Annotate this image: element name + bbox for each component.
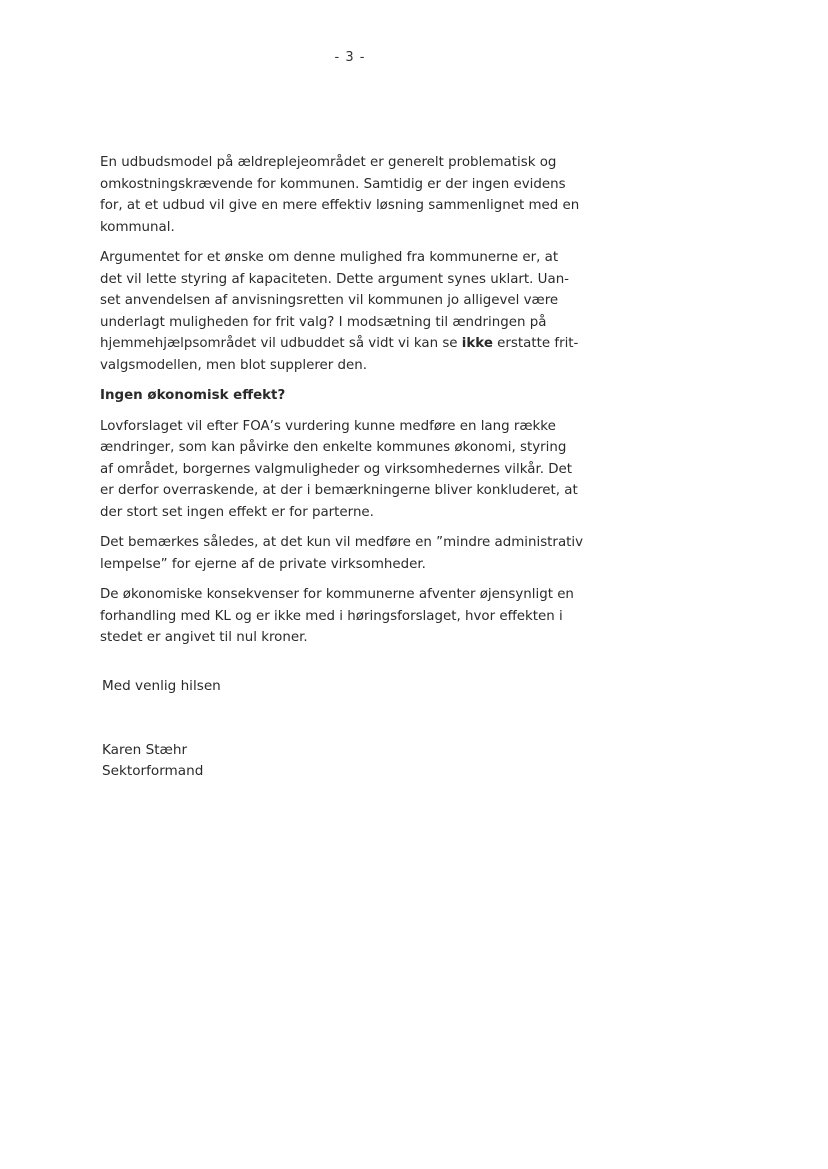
signer-name: Karen Stæhr <box>102 742 188 758</box>
paragraph-udbudsmodel <box>100 152 620 238</box>
text-fragment: hjemmehjælpsområdet vil udbuddet så vidt vi kan se <box>100 336 462 351</box>
letter-body <box>100 152 620 658</box>
signature-block <box>102 740 203 782</box>
paragraph-bemaerkes <box>100 532 620 575</box>
text-line: der stort set ingen effekt er for parterne. <box>100 504 374 520</box>
text-line: underlagt muligheden for frit valg? I modsætning til ændringen på <box>100 314 547 330</box>
text-line: omkostningskrævende for kommunen. Samtidig er der ingen evidens <box>100 176 566 192</box>
text-line: Lovforslaget vil efter FOA’s vurdering kunne medføre en lang række <box>100 418 556 434</box>
paragraph-konsekvenser <box>100 584 620 649</box>
text-line: Argumentet for et ønske om denne mulighed fra kommunerne er, at <box>100 250 559 265</box>
emphasized-word: ikke <box>461 336 493 351</box>
text-line: forhandling med KL og er ikke med i høringsforslaget, hvor effekten i <box>100 608 563 624</box>
text-line: valgsmodellen, men blot supplerer den. <box>100 357 368 373</box>
section-heading: Ingen økonomisk effekt? <box>100 388 286 403</box>
text-line-emphasis <box>100 333 620 355</box>
text-line: En udbudsmodel på ældreplejeområdet er generelt problematisk og <box>100 155 557 170</box>
text-line: stedet er angivet til nul kroner. <box>100 630 308 645</box>
page-number: - 3 - <box>334 50 366 65</box>
text-line: kommunal. <box>100 219 175 235</box>
signer-title: Sektorformand <box>102 763 204 779</box>
text-line: set anvendelsen af anvisningsretten vil kommunen jo alligevel være <box>100 293 559 308</box>
text-fragment: erstatte frit- <box>492 336 579 351</box>
text-line: af området, borgernes valgmuligheder og virksomhedernes vilkår. Det <box>100 461 573 477</box>
text-line: for, at et udbud vil give en mere effektiv løsning sammenlignet med en <box>100 198 580 213</box>
closing-greeting: Med venlig hilsen <box>102 678 221 694</box>
text-line: ændringer, som kan påvirke den enkelte kommunes økonomi, styring <box>100 440 567 455</box>
text-line: Det bemærkes således, at det kun vil medføre en ”mindre administrativ <box>100 535 584 550</box>
paragraph-argumentet <box>100 247 620 376</box>
text-line: er derfor overraskende, at der i bemærkningerne bliver konkluderet, at <box>100 483 578 498</box>
paragraph-lovforslaget <box>100 416 620 524</box>
text-line: lempelse” for ejerne af de private virksomheder. <box>100 556 426 572</box>
text-line: De økonomiske konsekvenser for kommunerne afventer øjensynligt en <box>100 587 574 602</box>
text-line: det vil lette styring af kapaciteten. Dette argument synes uklart. Uan- <box>100 271 570 287</box>
